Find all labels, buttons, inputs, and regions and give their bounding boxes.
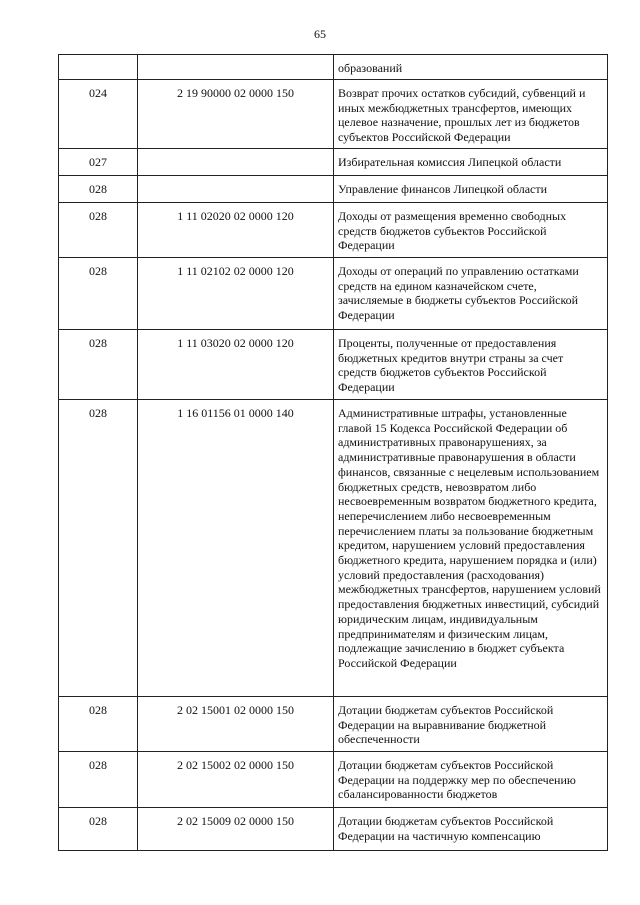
admin-code-cell: 028 <box>59 330 138 400</box>
page-number: 65 <box>314 27 326 41</box>
income-name-cell: Избирательная комиссия Липецкой области <box>334 149 608 176</box>
budget-codes-table <box>58 54 608 851</box>
budget-code-cell: 2 19 90000 02 0000 150 <box>138 80 334 149</box>
budget-code-cell <box>138 176 334 203</box>
admin-code-cell: 028 <box>59 258 138 330</box>
budget-code-cell: 2 02 15001 02 0000 150 <box>138 697 334 752</box>
budget-code-cell <box>138 55 334 80</box>
budget-code-cell: 2 02 15002 02 0000 150 <box>138 752 334 808</box>
table-row <box>59 752 608 808</box>
budget-code-cell: 1 11 02102 02 0000 120 <box>138 258 334 330</box>
income-name-cell: образований <box>334 55 608 80</box>
table-row <box>59 697 608 752</box>
income-name-cell: Административные штрафы, установленные главой 15 Кодекса Российской Федерации об административных правонарушениях, за административные правонарушения в области финансов, связанные с нецелевым использованием бюджетных средств, невозвратом либо несвоевременным возвратом бюджетного кредита, неперечислением либо несвоевременным перечислением платы за пользование бюджетным кредитом, нарушением условий предоставления бюджетного кредита, нарушением порядка и (или) условий предоставления (расходования) межбюджетных трансфертов, нарушением условий предоставления бюджетных инвестиций, субсидий юридическим лицам, индивидуальным предпринимателям и физическим лицам, подлежащие зачислению в бюджет субъекта Российской Федерации <box>334 400 608 697</box>
table-row <box>59 55 608 80</box>
income-name-cell: Доходы от размещения временно свободных средств бюджетов субъектов Российской Федерации <box>334 203 608 258</box>
budget-code-cell <box>138 149 334 176</box>
admin-code-cell: 024 <box>59 80 138 149</box>
budget-code-cell: 1 16 01156 01 0000 140 <box>138 400 334 697</box>
income-name-cell: Дотации бюджетам субъектов Российской Федерации на поддержку мер по обеспечению сбалансированности бюджетов <box>334 752 608 808</box>
admin-code-cell <box>59 55 138 80</box>
admin-code-cell: 028 <box>59 808 138 851</box>
admin-code-cell: 028 <box>59 176 138 203</box>
income-name-cell: Управление финансов Липецкой области <box>334 176 608 203</box>
income-name-cell: Проценты, полученные от предоставления бюджетных кредитов внутри страны за счет средств бюджетов субъектов Российской Федерации <box>334 330 608 400</box>
income-name-cell: Возврат прочих остатков субсидий, субвенций и иных межбюджетных трансфертов, имеющих целевое назначение, прошлых лет из бюджетов субъектов Российской Федерации <box>334 80 608 149</box>
admin-code-cell: 028 <box>59 203 138 258</box>
table-row <box>59 330 608 400</box>
table-row <box>59 400 608 697</box>
table-row <box>59 258 608 330</box>
budget-code-cell: 2 02 15009 02 0000 150 <box>138 808 334 851</box>
table-row <box>59 149 608 176</box>
table-row <box>59 808 608 851</box>
admin-code-cell: 028 <box>59 697 138 752</box>
table-row <box>59 80 608 149</box>
admin-code-cell: 028 <box>59 752 138 808</box>
table-row <box>59 176 608 203</box>
budget-code-cell: 1 11 02020 02 0000 120 <box>138 203 334 258</box>
admin-code-cell: 028 <box>59 400 138 697</box>
table-row <box>59 203 608 258</box>
income-name-cell: Доходы от операций по управлению остатками средств на едином казначейском счете, зачисляемые в бюджеты субъектов Российской Федерации <box>334 258 608 330</box>
income-name-cell: Дотации бюджетам субъектов Российской Федерации на выравнивание бюджетной обеспеченности <box>334 697 608 752</box>
budget-code-cell: 1 11 03020 02 0000 120 <box>138 330 334 400</box>
income-name-cell: Дотации бюджетам субъектов Российской Федерации на частичную компенсацию <box>334 808 608 851</box>
admin-code-cell: 027 <box>59 149 138 176</box>
